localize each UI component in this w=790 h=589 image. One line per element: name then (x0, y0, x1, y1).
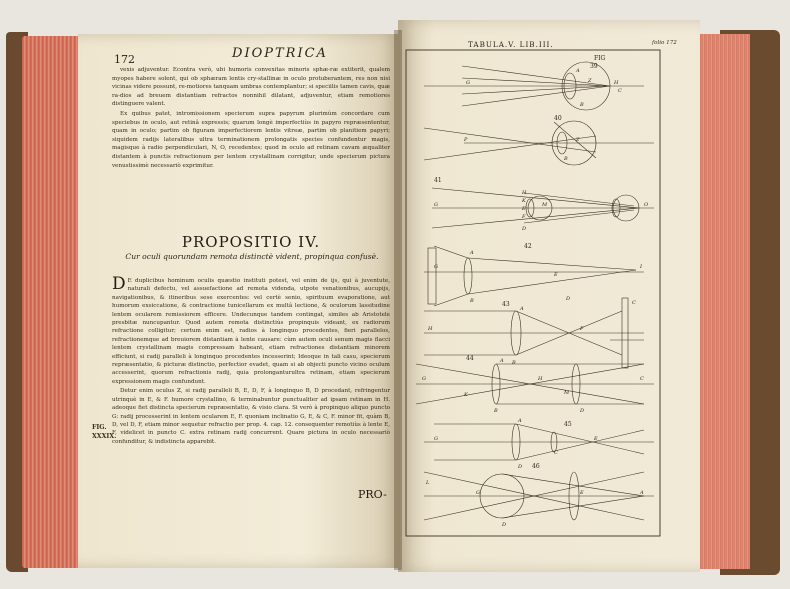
plate-folio-note: folio 172 (652, 40, 677, 46)
letter: E (594, 436, 598, 442)
letter: K (522, 198, 526, 204)
letter: G (422, 376, 426, 382)
body-paragraph-2: Detur enim oculus Z, si radij paralleli B, E, D, F, à longinquo B, D procedant, refringentur utrinquè in E, & F. humore crystallino, & terminabuntur punctualiter ad ipsam retinam in H. adeoque fiet distincta specierum repræsentatio, & visio clara. Si verò à propinquo aliquo puncto G: radij processerint in lentem ocularem E, F. quoniam inclinatio G, E, & C, F. minor fit, quàm B, D, vel D, F, etiam minor sequetur refractio per prop. 4. cap. 12. consequenter remotiùs à lente E, F, videlicet in puncto C. extra retinam radij concurrent. Quare pictura in oculo necessariò confunditur, & indistincta apparebit. (112, 388, 390, 445)
letter: G (434, 264, 438, 270)
letter: C (632, 300, 636, 306)
letter: B (564, 156, 568, 162)
letter: D (566, 296, 571, 302)
figure-number-44: 44 (466, 355, 474, 362)
figure-45-lens-diagram (424, 424, 654, 460)
letter: A (470, 250, 474, 256)
proposition-title: PROPOSITIO IV. (181, 233, 321, 251)
figure-39-eye-diagram (424, 62, 644, 110)
letter: A (640, 490, 644, 496)
proposition-body (112, 274, 390, 447)
letter: K (464, 392, 468, 398)
figure-number-42: 42 (524, 243, 532, 250)
figure-40-eye-diagram (424, 121, 654, 165)
plate-heading: TABULA.V. LIB.III. (468, 40, 554, 49)
letter: B (580, 102, 584, 108)
figure-42-lens-diagram (424, 246, 644, 306)
letter: G (476, 490, 480, 496)
letter: G (434, 436, 438, 442)
figure-number-41: 41 (434, 177, 442, 184)
figure-number-43: 43 (502, 301, 510, 308)
letter: D (522, 226, 527, 232)
letter: A (518, 418, 522, 424)
figure-41-eye-diagram (432, 188, 654, 228)
letter: M (542, 202, 548, 208)
figure-44-lens-diagram (416, 364, 654, 404)
letter: E (522, 206, 526, 212)
letter: A (520, 306, 524, 312)
letter: F (580, 326, 584, 332)
letter: L (426, 480, 430, 486)
proposition-subtitle: Cur oculi quorundam remota distinctè vident, propinqua confusè. (125, 252, 379, 261)
letter: D (580, 408, 585, 414)
page-number: 172 (114, 53, 135, 66)
intro-paragraph-2: Ex quibus patet, intromissionem specierum supra papyrum plurimùm concordare cum speciebus in oculo, aut retinâ expressis; quarum longè imperfectiùs in papyro repræsententur, quam in oculo; partim ob figuram imperfectiorem lentis vitreæ, partim ob planitiem papyri; siquidem radijs lateralibus ultra terminationem prolongatis species confundentur magis, magisque à radio perpendiculari, N, O, recedentes; quod in oculo ad retinam cavam æqualiter distantem à punctis refractionum per lentem crystallinam corrigitur, unde specierum pictura venustissimè necessariò exprimitur. (112, 110, 390, 169)
intro-paragraph-1: vexis adjuventur. Econtra verò, ubi humoris convexitas minoris sphæ-ræ extiterit, qualem myopes habere solent, qui ob sphæram lentis cry-stallinæ in oculo protuberantem, res non nisi vicinas videre possunt, re-motiores tanquam umbras contemplantur; si speciilis tamen cavis, quæ ra-dios ad breuem distantiam refractos nonnihil dilatant, adjuventur, etiam remotiores distinguere valent. (112, 67, 390, 108)
letter: G (466, 80, 470, 86)
running-head: DIOPTRICA (232, 46, 328, 61)
letter: O (644, 202, 649, 208)
figure-margin-note (92, 423, 116, 441)
drop-cap: D (112, 274, 126, 294)
letter: P (464, 137, 468, 143)
right-page-edges (698, 34, 750, 569)
letter: H (614, 80, 619, 86)
catchword: PRO- (358, 488, 387, 501)
figure-43-lens-diagram (424, 298, 644, 368)
margin-note-fig: FIG. (92, 424, 107, 431)
letter: G (434, 202, 438, 208)
margin-note-number: XXXIX. (92, 433, 117, 440)
fig-label: FIG (594, 55, 606, 62)
letter: Z (588, 78, 592, 84)
letter: M (564, 390, 570, 396)
letter: D (502, 522, 507, 528)
figure-number-39: 39 (590, 63, 598, 70)
figure-46-lens-diagram (424, 472, 654, 520)
letter: C (554, 450, 558, 456)
letter: A (500, 358, 504, 364)
letter: C (640, 376, 644, 382)
figure-number-40: 40 (554, 115, 562, 122)
letter: H (428, 326, 433, 332)
optics-plate (404, 48, 662, 540)
letter: E (554, 272, 558, 278)
letter: B (494, 408, 498, 414)
letter: C (618, 88, 622, 94)
letter: H (538, 376, 543, 382)
letter: I (640, 264, 642, 270)
body-paragraph-1 (112, 274, 390, 386)
letter: Z (576, 137, 580, 143)
letter: E (580, 490, 584, 496)
letter: F (522, 214, 526, 220)
letter: H (522, 190, 527, 196)
figure-number-45: 45 (564, 421, 572, 428)
letter: B (512, 360, 516, 366)
letter: D (518, 464, 523, 470)
letter: B (470, 298, 474, 304)
letter: A (576, 68, 580, 74)
intro-text (112, 66, 390, 171)
figure-number-46: 46 (532, 463, 540, 470)
book-gutter (394, 30, 402, 570)
body-paragraph-1-text: E duplicibus hominum oculis quæstio instituti potest, vel enim de ijs, qui à juventute, naturali defectu, vel assuefactione ad remota videnda, utpote venationibus, aucupijs, navigationibus, & itineribus sese exercentes: vel certè senio, spirituum evaporatione, aut humorum exsiccatione, & contractione tunicellarum ex multâ lectione, & oculorum lassitudine lentem ocularem remissiorem efficere. Undecunque tandem contingat, similes ab Aristotele presbitæ nuncupantur. Quod autem remota distinctiùs propinquis videant, ex radiorum refractione colligitur; certum enim est, radios à longinquo procedentes, fieri parallelos, refractionemque ad breuiorem distantiam à lente causare: cùm autem oculi senum magis flacci lentem crystallinam magis compressam habeant, etiam refractiones distantiam minorem efficiunt, si radij paralleli à longinquo procedentes incesserint; Ideoque in tali casu, specierum repræsentatio, & picturæ distinctio, perfectior evadet, quam si ab objecti puncto vicino oculum accesserint, quorum refractionis radij, quia prolonganturultra retinam, etiam specierum expressionem magis confundunt. (112, 278, 390, 385)
